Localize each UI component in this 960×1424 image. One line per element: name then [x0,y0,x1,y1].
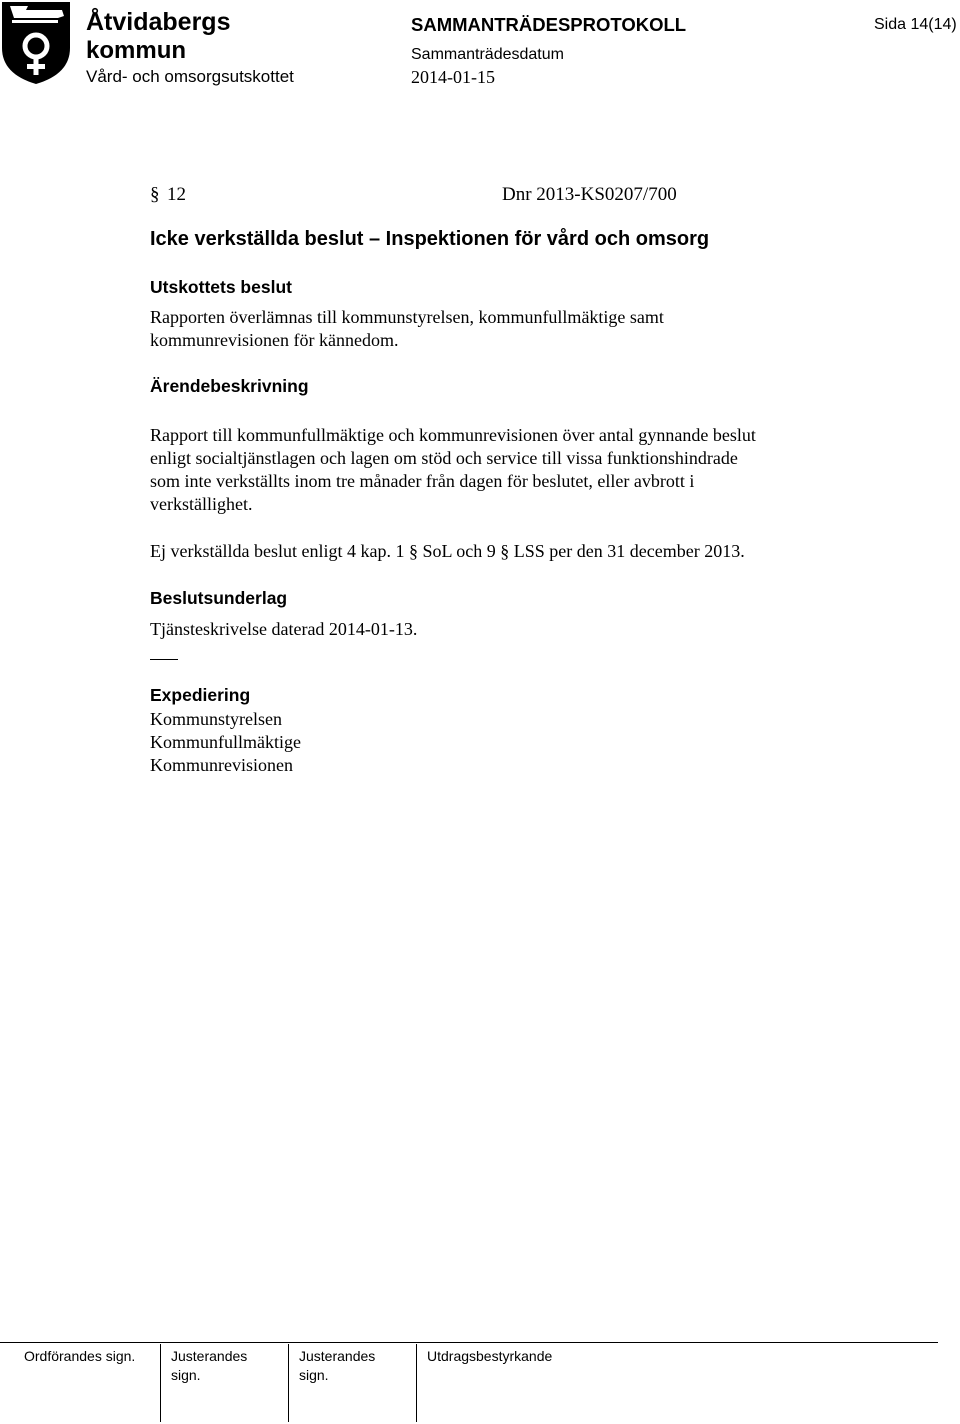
paragraph-symbol: § [150,184,160,205]
adjuster-signature-label: Justerandes [299,1348,376,1364]
committee-name: Vård- och omsorgsutskottet [86,67,294,86]
distribution-list [150,708,301,777]
unexecuted-decisions-text: Ej verkställda beslut enligt 4 kap. 1 § SoL och 9 § LSS per den 31 december 2013. [150,541,745,561]
adjuster-signature-label: Justerandes [171,1348,248,1364]
distribution-heading: Expediering [150,685,251,705]
description-heading: Ärendebeskrivning [150,376,309,396]
diary-number: Dnr 2013-KS0207/700 [502,184,677,205]
description-line: Rapport till kommunfullmäktige och kommunrevisionen över antal gynnande beslut [150,425,756,445]
chair-signature-box [0,1344,160,1422]
chair-signature-label: Ordförandes sign. [24,1348,136,1364]
document-type: SAMMANTRÄDESPROTOKOLL [411,14,687,35]
extract-certification-box [416,1344,937,1422]
decision-line: kommunrevisionen för kännedom. [150,330,399,350]
paragraph-number: 12 [167,184,186,205]
adjuster-signature-label-line2: sign. [171,1367,201,1383]
decision-line: Rapporten överlämnas till kommunstyrelsen, kommunfullmäktige samt [150,307,664,327]
description-text [150,424,756,516]
decision-text [150,306,664,352]
basis-heading: Beslutsunderlag [150,588,288,608]
meeting-date-label: Sammanträdesdatum [411,46,564,63]
meeting-date-value: 2014-01-15 [411,67,495,87]
distribution-item: Kommunrevisionen [150,755,293,775]
adjuster-signature-label-line2: sign. [299,1367,329,1383]
adjuster-signature-box-2 [288,1344,417,1422]
description-line: verkställighet. [150,494,253,514]
distribution-item: Kommunstyrelsen [150,709,282,729]
separator-line [150,659,178,660]
page-number: Sida 14(14) [874,16,957,33]
description-line: som inte verkställts inom tre månader från dagen för beslutet, eller avbrott i [150,471,695,491]
coat-of-arms-icon [0,0,72,85]
basis-text: Tjänsteskrivelse daterad 2014-01-13. [150,619,418,639]
description-line: enligt socialtjänstlagen och lagen om stöd och service till vissa funktionshindrade [150,448,738,468]
distribution-item: Kommunfullmäktige [150,732,301,752]
org-name-line1: Åtvidabergs [86,8,231,36]
org-name-line2: kommun [86,37,187,64]
adjuster-signature-box-1 [160,1344,289,1422]
item-title: Icke verkställda beslut – Inspektionen för vård och omsorg [150,228,710,250]
decision-heading: Utskottets beslut [150,277,292,297]
extract-certification-label: Utdragsbestyrkande [427,1348,553,1364]
